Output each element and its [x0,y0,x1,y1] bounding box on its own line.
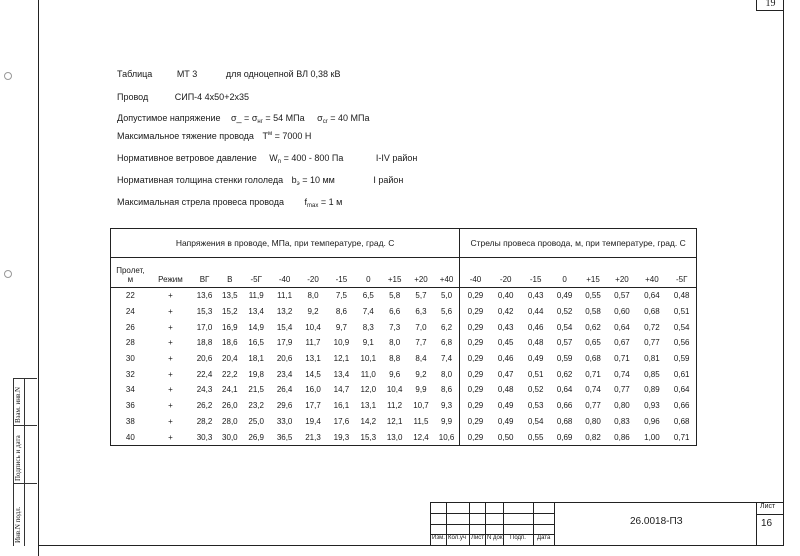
frame-left-border [38,0,39,556]
stress-cell: 16,9 [222,322,238,332]
stress-cell: 19,8 [248,369,264,379]
stress-cell: 19,3 [327,429,355,445]
span-cell: 28 [111,335,150,351]
stress-cell: 20,6 [276,354,293,364]
sag-cell: 0,77 [585,401,601,411]
ice-value: = 10 мм [299,175,335,185]
sag-sub: max [306,203,319,209]
stress-cell: 5,7 [415,291,427,301]
span-cell: 32 [111,366,150,382]
sag-cell: 0,71 [667,429,696,445]
sag-cell: 0,42 [497,307,514,317]
sag-cell: 0,29 [467,369,484,379]
stress-col-header: ВГ [191,258,218,288]
ice-sub: э [296,181,300,187]
stress-label: Допустимое напряжение [117,113,221,123]
sag-col-header: -20 [491,258,521,288]
sag-cell: 0,53 [527,401,544,411]
stress-cell: 9,9 [415,385,427,395]
tension-value: = 7000 Н [272,131,312,141]
stress-cell: 28,2 [196,416,213,426]
stress-cell: 18,1 [248,354,264,364]
wind-line [117,153,417,165]
sag-cell: 0,29 [467,338,484,348]
sag-cell: 0,66 [667,398,696,414]
wire-line [117,92,249,102]
stress-b-sub: cr [322,119,328,125]
table-row [111,335,697,351]
sag-cell: 0,40 [497,291,514,301]
sheet-number: 16 [761,518,773,529]
punch-hole [4,72,12,80]
sag-cell: 0,43 [527,291,544,301]
stress-cell: 13,4 [248,307,264,317]
stress-cell: 11,9 [248,291,264,301]
stress-cell: 26,9 [242,429,271,445]
stress-cell: 9,2 [415,369,427,379]
span-cell: 26 [111,319,150,335]
mode-header: Режим [150,258,191,288]
stress-cell: 17,7 [305,401,321,411]
sag-cell: 0,68 [644,307,660,317]
stress-cell: 14,9 [248,322,264,332]
side-label-sign-date: Подпись и дата [14,435,22,481]
stress-cell: 9,3 [434,398,460,414]
sag-cell: 0,50 [491,429,521,445]
sag-cell: 0,62 [556,369,573,379]
stress-cell: 12,1 [386,416,403,426]
page-top-number: 19 [756,0,784,11]
span-cell: 30 [111,351,150,367]
sag-col-header: 0 [551,258,579,288]
punch-hole [4,270,12,278]
stress-cell: 17,9 [276,338,293,348]
table-label: Таблица [117,69,153,79]
span-cell: 40 [111,429,150,445]
data-table [110,228,697,446]
table-row [111,414,697,430]
sag-cell: 0,54 [527,416,544,426]
tension-sup: м [267,131,273,137]
sag-cell: 0,72 [644,322,660,332]
side-stamp-strip [13,378,37,546]
sag-cell: 0,48 [527,338,544,348]
stress-b-value: = 40 МПа [327,113,370,123]
side-label-inv-orig: Инв.N подл. [14,506,22,543]
mode-cell: + [168,291,173,301]
ice-label: Нормативная толщина стенки гололеда [117,175,284,185]
stress-cell: 13,1 [305,354,321,364]
stress-cell: 8,0 [307,291,319,301]
sag-cell: 1,00 [636,429,667,445]
mode-cell: + [168,369,173,379]
sag-cell: 0,52 [527,385,544,395]
sag-cell: 0,49 [497,416,514,426]
stress-cell: 7,4 [362,307,374,317]
sag-cell: 0,52 [556,307,573,317]
sag-cell: 0,77 [644,338,660,348]
sag-cell: 0,64 [667,382,696,398]
stamp-col-kol: Кол.уч [448,535,466,541]
sag-cell: 0,64 [556,385,573,395]
sag-cell: 0,29 [467,416,484,426]
sag-line [117,197,342,209]
stress-cell: 13,1 [360,401,377,411]
wire-label: Провод [117,92,149,102]
sag-cell: 0,64 [614,322,630,332]
stress-cell: 13,0 [381,429,408,445]
sag-cell: 0,45 [497,338,514,348]
stress-cell: 12,0 [360,385,377,395]
wind-sub: n [277,159,282,165]
stress-cell: 11,0 [360,369,376,379]
stress-cell: 8,4 [415,354,427,364]
wind-value: = 400 - 800 Па [281,153,344,163]
stress-cell: 26,0 [222,401,238,411]
stress-cell: 10,1 [360,354,377,364]
stress-col-header: +40 [434,258,460,288]
stress-cell: 17,0 [196,322,213,332]
sag-cell: 0,29 [467,307,484,317]
sag-cell: 0,68 [556,416,573,426]
sag-cell: 0,85 [644,369,660,379]
stamp-col-list: Лист [471,535,485,541]
stress-cell: 15,4 [276,322,293,332]
stress-cell: 23,2 [248,401,264,411]
stress-cell: 16,0 [305,385,321,395]
stress-cell: 18,6 [222,338,238,348]
stress-cell: 5,6 [434,304,460,320]
stress-col-header: -20 [299,258,328,288]
stress-cell: 30,3 [191,429,218,445]
stress-col-header: -40 [271,258,299,288]
span-cell: 34 [111,382,150,398]
table-row [111,429,697,445]
sag-cell: 0,82 [579,429,608,445]
sag-cell: 0,55 [521,429,551,445]
mode-cell: + [168,338,173,348]
sag-cell: 0,86 [607,429,636,445]
sag-value: = 1 м [318,197,343,207]
sag-cell: 0,49 [497,401,514,411]
stress-cell: 14,7 [333,385,350,395]
sag-cell: 0,80 [585,416,601,426]
stress-cell: 7,4 [434,351,460,367]
stress-cell: 15,2 [222,307,238,317]
sag-cell: 0,46 [527,322,544,332]
stamp-col-podp: Подп. [510,535,526,541]
sag-cell: 0,66 [556,401,573,411]
span-header: Пролет, м [111,258,150,288]
sag-cell: 0,83 [614,416,630,426]
stress-col-header: -15 [327,258,355,288]
sag-cell: 0,57 [556,338,573,348]
tension-line [117,131,311,141]
sag-cell: 0,29 [467,401,484,411]
sag-col-header: -15 [521,258,551,288]
table-row [111,288,697,304]
sag-cell: 0,55 [585,291,601,301]
stress-cell: 20,4 [222,354,238,364]
table-row [111,398,697,414]
frame-bottom-border [38,545,784,546]
stress-cell: 33,0 [276,416,293,426]
stress-cell: 21,3 [299,429,328,445]
stress-cell: 7,7 [415,338,427,348]
stress-cell: 30,0 [218,429,242,445]
mode-cell: + [168,322,173,332]
sag-cell: 0,43 [497,322,514,332]
tension-label: Максимальное тяжение провода [117,131,254,141]
sag-cell: 0,46 [497,354,514,364]
sag-cell: 0,68 [585,354,601,364]
stamp-col-data: Дата [537,535,551,541]
stress-cell: 26,4 [276,385,293,395]
sag-cell: 0,59 [556,354,573,364]
sag-cell: 0,93 [644,401,660,411]
wind-label: Нормативное ветровое давление [117,153,257,163]
stress-cell: 14,2 [360,416,377,426]
stress-cell: 9,6 [389,369,401,379]
stress-cell: 22,4 [196,369,213,379]
stress-cell: 13,5 [222,291,238,301]
sag-col-header: +20 [607,258,636,288]
stress-cell: 12,4 [408,429,434,445]
stress-cell: 10,9 [333,338,350,348]
sag-cell: 0,81 [644,354,660,364]
sag-cell: 0,49 [527,354,544,364]
stress-cell: 18,8 [196,338,213,348]
sag-cell: 0,77 [614,385,630,395]
stress-cell: 6,5 [362,291,374,301]
table-row [111,366,697,382]
table-row [111,304,697,320]
stress-col-header: -5Г [242,258,271,288]
mode-cell: + [168,307,173,317]
stress-cell: 26,2 [196,401,213,411]
stress-a-value: = 54 МПа [262,113,305,123]
stress-col-header: +20 [408,258,434,288]
stress-cell: 13,6 [196,291,213,301]
mode-cell: + [168,416,173,426]
stress-cell: 15,3 [355,429,381,445]
stress-cell: 8,8 [389,354,401,364]
sag-cell: 0,29 [467,291,484,301]
stress-cell: 9,7 [335,322,347,332]
stress-cell: 13,4 [333,369,350,379]
stress-b: σ [317,113,323,123]
side-label-inv-dup: Взам. инв.N [14,386,22,423]
stamp-col-izm: Изм. [432,535,445,541]
stamp-col-ndoc: N док. [487,535,505,541]
sag-cell: 0,44 [527,307,544,317]
sag-col-header: -5Г [667,258,696,288]
sag-cell: 0,48 [497,385,514,395]
stress-col-header: В [218,258,242,288]
sag-cell: 0,62 [585,322,601,332]
stress-cell: 9,2 [307,307,319,317]
table-title-line [117,69,340,79]
sag-cell: 0,80 [614,401,630,411]
sag-col-header: +15 [579,258,608,288]
sag-cell: 0,69 [551,429,579,445]
stress-cell: 24,3 [196,385,213,395]
sag-symbol: f [304,197,307,207]
stress-cell: 29,6 [276,401,293,411]
sag-cell: 0,61 [667,366,696,382]
span-cell: 36 [111,398,150,414]
stress-cell: 13,2 [276,307,293,317]
stress-cell: 11,7 [305,338,321,348]
stress-cell: 12,1 [333,354,350,364]
stress-col-header: +15 [381,258,408,288]
stress-cell: 28,0 [222,416,238,426]
sag-label: Максимальная стрела провеса провода [117,197,284,207]
stress-cell: 10,4 [305,322,321,332]
sag-col-header: +40 [636,258,667,288]
stress-cell: 17,6 [333,416,350,426]
sag-cell: 0,60 [614,307,630,317]
stress-cell: 7,3 [389,322,401,332]
tension-symbol: T [262,131,268,141]
mode-cell: + [168,354,173,364]
stress-cell: 11,1 [277,291,293,301]
stress-cell: 22,2 [222,369,238,379]
sag-cell: 0,48 [667,288,696,304]
sag-cell: 0,49 [556,291,573,301]
wind-region: I-IV район [375,153,418,163]
stress-cell: 6,2 [434,319,460,335]
sag-cell: 0,59 [667,351,696,367]
stress-cell: 36,5 [271,429,299,445]
table-id: МТ 3 [176,69,198,79]
wind-symbol: W [269,153,278,163]
stress-cell: 8,0 [389,338,401,348]
table-desc: для одноцепной ВЛ 0,38 кВ [225,69,341,79]
sag-cell: 0,29 [467,354,484,364]
stress-line [117,113,369,125]
stress-a-sub: нг [257,119,263,125]
table-row [111,351,697,367]
stress-cell: 6,6 [389,307,401,317]
sag-cell: 0,29 [460,429,491,445]
sag-cell: 0,71 [614,354,630,364]
stress-cell: 23,4 [276,369,293,379]
sag-cell: 0,54 [667,319,696,335]
stress-group-header: Напряжения в проводе, МПа, при температуре, град. С [111,229,460,258]
mode-cell: + [150,429,191,445]
sag-cell: 0,96 [644,416,660,426]
sag-cell: 0,57 [614,291,630,301]
stress-cell: 6,8 [434,335,460,351]
stress-cell: 16,1 [333,401,350,411]
sag-cell: 0,58 [585,307,601,317]
ice-region: I район [373,175,404,185]
stress-cell: 6,3 [415,307,427,317]
table-row [111,382,697,398]
sag-cell: 0,29 [467,385,484,395]
stress-cell: 10,7 [413,401,429,411]
sag-col-header: -40 [460,258,491,288]
title-block-stamp [430,502,784,545]
mode-cell: + [168,385,173,395]
ice-symbol: b [291,175,297,185]
stress-cell: 9,9 [434,414,460,430]
sag-cell: 0,71 [585,369,601,379]
sag-cell: 0,56 [667,335,696,351]
table-row [111,319,697,335]
sag-cell: 0,64 [644,291,660,301]
stress-cell: 8,6 [434,382,460,398]
span-cell: 24 [111,304,150,320]
stress-cell: 10,4 [386,385,403,395]
stress-cell: 20,6 [196,354,213,364]
span-cell: 22 [111,288,150,304]
sag-cell: 0,51 [667,304,696,320]
sag-cell: 0,74 [585,385,601,395]
sag-group-header: Стрелы провеса провода, м, при температуре, град. С [460,229,697,258]
stress-col-header: 0 [355,258,381,288]
stress-cell: 8,0 [434,366,460,382]
stress-cell: 8,3 [362,322,374,332]
sag-cell: 0,47 [497,369,514,379]
stress-cell: 25,0 [248,416,264,426]
mode-cell: + [168,401,173,411]
stress-cell: 10,6 [434,429,460,445]
wire-value: СИП-4 4х50+2х35 [174,92,249,102]
span-cell: 38 [111,414,150,430]
stress-cell: 5,8 [389,291,401,301]
sag-cell: 0,74 [614,369,630,379]
sag-cell: 0,51 [527,369,544,379]
sag-cell: 0,67 [614,338,630,348]
sag-cell: 0,89 [644,385,660,395]
stress-cell: 11,2 [387,401,403,411]
stress-cell: 21,5 [248,385,264,395]
stress-a: σ_ = σ [231,113,258,123]
stress-cell: 24,1 [222,385,238,395]
stress-cell: 7,5 [335,291,347,301]
stress-cell: 5,0 [434,288,460,304]
sheet-label: Лист [760,503,776,510]
stress-cell: 7,0 [415,322,427,332]
stress-cell: 16,5 [248,338,264,348]
stress-cell: 14,5 [305,369,321,379]
sag-cell: 0,65 [585,338,601,348]
stress-cell: 8,6 [335,307,347,317]
stress-cell: 19,4 [305,416,321,426]
document-code: 26.0018-ПЗ [630,516,683,527]
stress-cell: 15,3 [196,307,213,317]
ice-line [117,175,403,187]
stress-cell: 9,1 [362,338,374,348]
stress-cell: 11,5 [413,416,429,426]
frame-right-border [783,0,784,545]
sag-cell: 0,54 [556,322,573,332]
sag-cell: 0,68 [667,414,696,430]
sag-cell: 0,29 [467,322,484,332]
